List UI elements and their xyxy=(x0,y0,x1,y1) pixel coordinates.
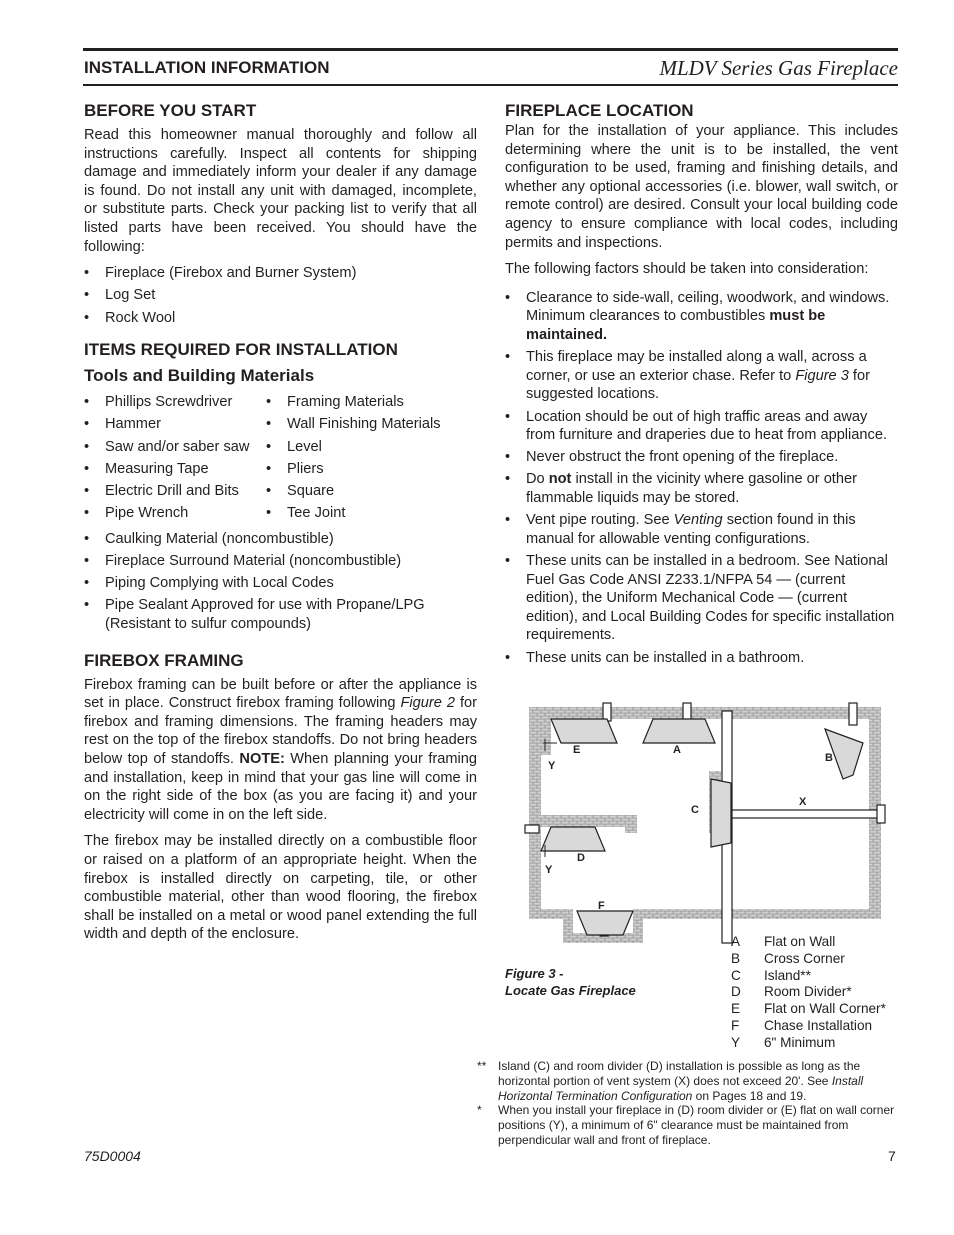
legend-row: B Cross Corner xyxy=(731,950,845,966)
list-item: • Pliers xyxy=(266,460,476,479)
list-item: • Level xyxy=(266,438,476,457)
label-a: A xyxy=(673,744,681,756)
figure-caption: Figure 3 - Locate Gas Fireplace xyxy=(505,966,636,998)
list-item: • Vent pipe routing. See Venting section found in this manual for allowable venting configurations. xyxy=(505,511,898,548)
legend-row: D Room Divider* xyxy=(731,984,852,1000)
firebox-framing-paragraph-1: Firebox framing can be built before or after the appliance is set in place. Construct firebox framing following Figure 2 for firebox and framing dimensions. The framing headers may rest on the top of the firebox standoffs. Do not bring headers below top of standoffs. NOTE: When planning your framing and installation, keep in mind that your gas line will come in on the right side of the box (as you are facing it) and your electricity will come in on the left side. xyxy=(84,676,477,823)
label-y-bottom: Y xyxy=(545,864,553,876)
list-item: • These units can be installed in a bedroom. See National Fuel Gas Code ANSI Z233.1/NFPA 54 — (current edition), the Uniform Mechanical Code — (current edition), and Local Building Codes for specific installation requirements. xyxy=(505,552,898,645)
list-item: • This fireplace may be installed along a wall, across a corner, or use an exterior chase. Refer to Figure 3 for suggested locations. xyxy=(505,348,898,404)
list-item: • These units can be installed in a bathroom. xyxy=(505,649,898,668)
footnotes xyxy=(477,1059,897,1148)
list-item: • Measuring Tape xyxy=(84,460,266,479)
legend-row: F Chase Installation xyxy=(731,1017,873,1033)
fireplace-location-heading: FIREPLACE LOCATION xyxy=(505,101,694,120)
list-item: • Framing Materials xyxy=(266,393,476,412)
list-item: • Pipe Sealant Approved for use with Propane/LPG (Resistant to sulfur compounds) xyxy=(84,596,477,633)
list-item: • Fireplace Surround Material (noncombustible) xyxy=(84,552,477,571)
list-item: • Piping Complying with Local Codes xyxy=(84,574,477,593)
list-item: • Saw and/or saber saw xyxy=(84,438,266,457)
figure-legend xyxy=(731,934,886,1052)
left-column xyxy=(84,100,477,952)
list-item: • Location should be out of high traffic areas and away from furniture and draperies due to heat from appliance. xyxy=(505,408,898,445)
list-item: • Never obstruct the front opening of the fireplace. xyxy=(505,448,898,467)
items-required-heading: ITEMS REQUIRED FOR INSTALLATION xyxy=(84,340,398,360)
header-rule-bottom xyxy=(83,84,898,86)
tools-list xyxy=(84,393,477,526)
footnote-island: ** Island (C) and room divider (D) installation is possible as long as the horizontal portion of vent system (X) does not exceed 20'. See Install Horizontal Termination Configuration on Pages 18 and 19. xyxy=(477,1059,864,1103)
label-y-top: Y xyxy=(548,760,556,772)
materials-list xyxy=(84,530,477,634)
before-you-start-heading: BEFORE YOU START xyxy=(84,101,257,120)
list-item: • Do not install in the vicinity where gasoline or other flammable liquids may be stored. xyxy=(505,470,898,507)
considerations-list xyxy=(505,289,898,667)
list-item: • Electric Drill and Bits xyxy=(84,482,266,501)
list-item: • Caulking Material (noncombustible) xyxy=(84,530,477,549)
list-item: • Pipe Wrench xyxy=(84,504,266,523)
page-number: 7 xyxy=(888,1148,896,1164)
label-x: X xyxy=(799,796,807,808)
before-you-start-body: Read this homeowner manual thoroughly and follow all instructions carefully. Inspect all contents for shipping damage and immediately inform your dealer if any damage is found. Do not install any unit with damaged, incomplete, or substitute parts. Check your packing list to verify that all listed parts have been received. You should have the following: xyxy=(84,127,477,255)
label-f: F xyxy=(598,900,605,912)
list-item: • Phillips Screwdriver xyxy=(84,393,266,412)
footnote-clearance: * When you install your fireplace in (D) room divider or (E) flat on wall corner positions (Y), a minimum of 6" clearance must be maintained from perpendicular wall and front of fireplace. xyxy=(477,1103,895,1147)
list-item: • Rock Wool xyxy=(84,309,477,328)
legend-row: A Flat on Wall xyxy=(731,934,836,949)
fireplace-location-intro: The following factors should be taken into consideration: xyxy=(505,261,869,278)
legend-row: E Flat on Wall Corner* xyxy=(731,1001,886,1017)
legend-row: Y 6" Minimum xyxy=(731,1034,836,1050)
header-rule-top xyxy=(83,48,898,51)
label-d: D xyxy=(577,852,585,864)
fireplace-units xyxy=(541,719,863,935)
tools-subheading: Tools and Building Materials xyxy=(84,366,315,386)
list-item: • Log Set xyxy=(84,286,477,305)
right-column xyxy=(505,100,898,675)
document-number: 75D0004 xyxy=(84,1148,141,1164)
firebox-framing-heading: FIREBOX FRAMING xyxy=(84,650,244,670)
document-title: MLDV Series Gas Fireplace xyxy=(659,56,898,80)
list-item: • Hammer xyxy=(84,415,266,434)
list-item: • Clearance to side-wall, ceiling, woodwork, and windows. Minimum clearances to combustibles must be maintained. xyxy=(505,289,898,345)
section-header: INSTALLATION INFORMATION xyxy=(84,58,330,77)
label-e: E xyxy=(573,744,581,756)
legend-row: C Island** xyxy=(731,967,811,983)
label-c: C xyxy=(691,804,699,816)
list-item: • Fireplace (Firebox and Burner System) xyxy=(84,264,477,283)
list-item: • Wall Finishing Materials xyxy=(266,415,476,434)
list-item: • Square xyxy=(266,482,476,501)
contents-list xyxy=(84,264,477,327)
label-b: B xyxy=(825,752,833,764)
fireplace-location-body: Plan for the installation of your appliance. This includes determining where the unit is to be installed, the vent configuration to be used, framing and finishing details, and whether any optional accessories (i.e. blower, wall switch, or remote control) are desired. Consult your local building code agency to ensure compliance with local codes, including permits and inspections. xyxy=(505,123,898,251)
list-item: • Tee Joint xyxy=(266,504,476,523)
firebox-framing-paragraph-2: The firebox may be installed directly on a combustible floor or raised on a platform of an appropriate height. When the firebox is installed directly on carpeting, tile, or other combustible material, other than wood flooring, the firebox shall be installed on a metal or wood panel extending the full width and depth of the enclosure. xyxy=(84,833,477,943)
